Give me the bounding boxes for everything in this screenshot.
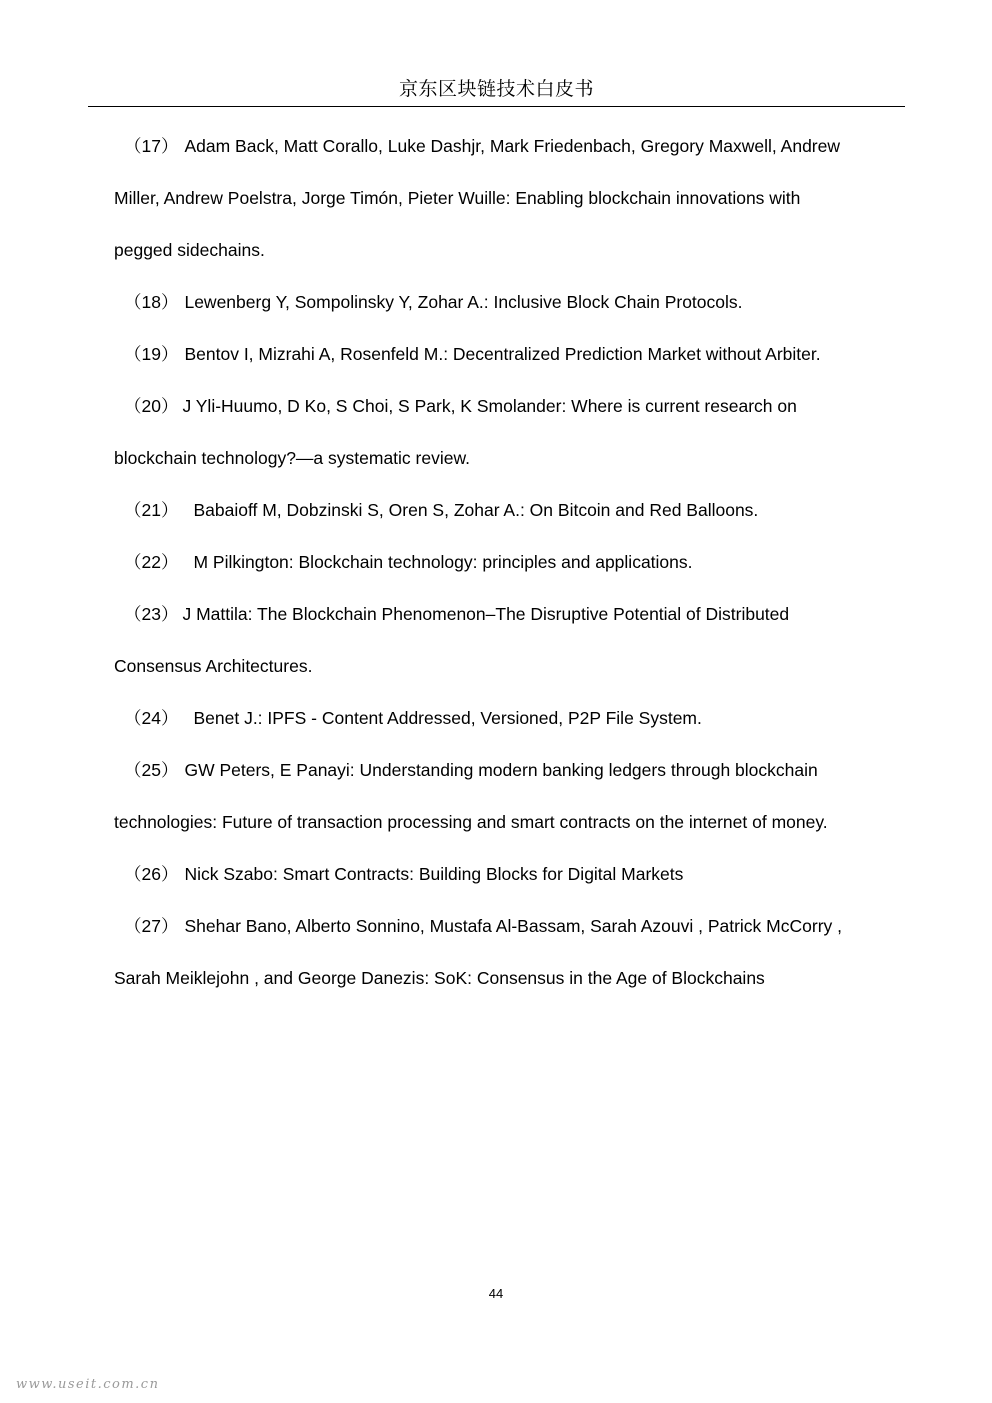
reference-19 <box>114 328 896 380</box>
reference-text: Consensus Architectures. <box>114 656 313 676</box>
watermark: www.useit.com.cn <box>16 1377 160 1392</box>
reference-line <box>114 484 896 536</box>
reference-text: Benet J.: IPFS - Content Addressed, Versioned, P2P File System. <box>193 708 702 728</box>
reference-text: M Pilkington: Blockchain technology: principles and applications. <box>193 552 693 572</box>
reference-line <box>114 692 896 744</box>
reference-line <box>114 276 896 328</box>
reference-number: （19） <box>124 344 179 364</box>
reference-line <box>114 640 896 692</box>
reference-26 <box>114 848 896 900</box>
reference-number: （25） <box>124 760 179 780</box>
reference-23 <box>114 588 896 692</box>
reference-line <box>114 952 896 1004</box>
reference-text: J Yli-Huumo, D Ko, S Choi, S Park, K Smolander: Where is current research on <box>182 396 797 416</box>
page-title: 京东区块链技术白皮书 <box>398 79 594 100</box>
reference-18 <box>114 276 896 328</box>
page-number: 44 <box>488 1286 504 1301</box>
reference-number: （22） <box>124 552 179 572</box>
reference-27 <box>114 900 896 1004</box>
reference-number: （20） <box>124 396 179 416</box>
reference-text: Adam Back, Matt Corallo, Luke Dashjr, Mark Friedenbach, Gregory Maxwell, Andrew <box>184 136 841 156</box>
reference-text: Babaioff M, Dobzinski S, Oren S, Zohar A.: On Bitcoin and Red Balloons. <box>193 500 759 520</box>
page-header <box>88 76 905 107</box>
reference-text: Miller, Andrew Poelstra, Jorge Timón, Pieter Wuille: Enabling blockchain innovations with <box>114 188 801 208</box>
reference-20 <box>114 380 896 484</box>
reference-number: （21） <box>124 500 179 520</box>
reference-text: Nick Szabo: Smart Contracts: Building Blocks for Digital Markets <box>184 864 684 884</box>
reference-line <box>114 432 896 484</box>
reference-number: （23） <box>124 604 179 624</box>
reference-line <box>114 796 896 848</box>
reference-text: Bentov I, Mizrahi A, Rosenfeld M.: Decentralized Prediction Market without Arbiter. <box>184 344 821 364</box>
reference-number: （18） <box>124 292 179 312</box>
reference-text: Lewenberg Y, Sompolinsky Y, Zohar A.: Inclusive Block Chain Protocols. <box>184 292 743 312</box>
reference-list <box>114 120 896 1004</box>
reference-17 <box>114 120 896 276</box>
reference-text: technologies: Future of transaction processing and smart contracts on the internet of money. <box>114 812 828 832</box>
reference-number: （26） <box>124 864 179 884</box>
reference-22 <box>114 536 896 588</box>
reference-24 <box>114 692 896 744</box>
reference-text: Shehar Bano, Alberto Sonnino, Mustafa Al-Bassam, Sarah Azouvi , Patrick McCorry , <box>184 916 843 936</box>
reference-line <box>114 120 896 172</box>
reference-line <box>114 848 896 900</box>
reference-text: pegged sidechains. <box>114 240 265 260</box>
reference-21 <box>114 484 896 536</box>
reference-text: Sarah Meiklejohn , and George Danezis: SoK: Consensus in the Age of Blockchains <box>114 968 765 988</box>
reference-line <box>114 328 896 380</box>
reference-line <box>114 172 896 224</box>
reference-line <box>114 380 896 432</box>
reference-25 <box>114 744 896 848</box>
reference-line <box>114 900 896 952</box>
reference-number: （27） <box>124 916 179 936</box>
reference-text: GW Peters, E Panayi: Understanding modern banking ledgers through blockchain <box>184 760 818 780</box>
reference-number: （24） <box>124 708 179 728</box>
reference-text: J Mattila: The Blockchain Phenomenon–The Disruptive Potential of Distributed <box>182 604 790 624</box>
reference-number: （17） <box>124 136 179 156</box>
reference-line <box>114 588 896 640</box>
reference-line <box>114 536 896 588</box>
reference-line <box>114 224 896 276</box>
reference-line <box>114 744 896 796</box>
reference-text: blockchain technology?—a systematic review. <box>114 448 471 468</box>
